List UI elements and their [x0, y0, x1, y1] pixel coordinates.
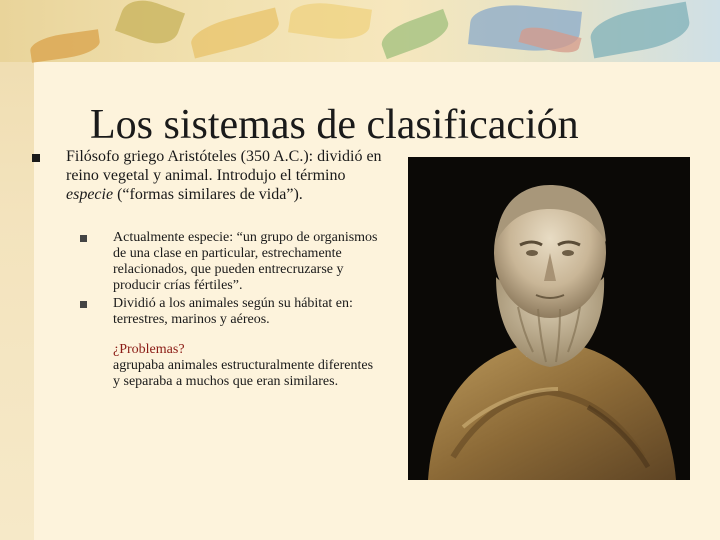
leaf-decoration	[188, 8, 283, 59]
leaf-decoration	[288, 0, 372, 43]
leaf-decoration	[29, 29, 102, 63]
sub-bullet-list	[80, 230, 380, 392]
sub-bullet-item	[80, 230, 380, 294]
problems-link[interactable]: ¿Problemas?	[113, 342, 185, 357]
leaf-decoration	[377, 9, 452, 59]
square-bullet-icon	[32, 154, 40, 162]
leaf-decoration	[587, 2, 692, 59]
left-decorative-band	[0, 0, 34, 540]
slide-title: Los sistemas de clasificación	[90, 102, 579, 148]
problems-paragraph	[113, 342, 380, 390]
term-especie: especie	[66, 186, 114, 203]
sub-bullet-item	[80, 296, 380, 390]
main-bullet-text-end: (“formas similares de vida”).	[113, 186, 303, 203]
main-bullet-text	[66, 147, 396, 204]
sub-bullet-text: Actualmente especie: “un grupo de organismos de una clase en particular, estrechamente relacionados, que pueden entrecruzarse y producir crías fértiles”.	[113, 230, 378, 293]
problems-text: agrupaba animales estructuralmente diferentes y separaba a muchos que eran similares.	[113, 358, 374, 389]
top-decorative-banner	[0, 0, 720, 62]
sub-bullet-text: Dividió a los animales según su hábitat en: terrestres, marinos y aéreos.	[113, 296, 353, 327]
square-bullet-icon	[80, 235, 87, 242]
square-bullet-icon	[80, 301, 87, 308]
aristotle-bust-image	[408, 157, 690, 480]
banner-fade	[34, 62, 720, 92]
leaf-decoration	[115, 0, 185, 51]
main-bullet-text-start: Filósofo griego Aristóteles (350 A.C.): dividió en reino vegetal y animal. Introdujo el término	[66, 148, 382, 184]
